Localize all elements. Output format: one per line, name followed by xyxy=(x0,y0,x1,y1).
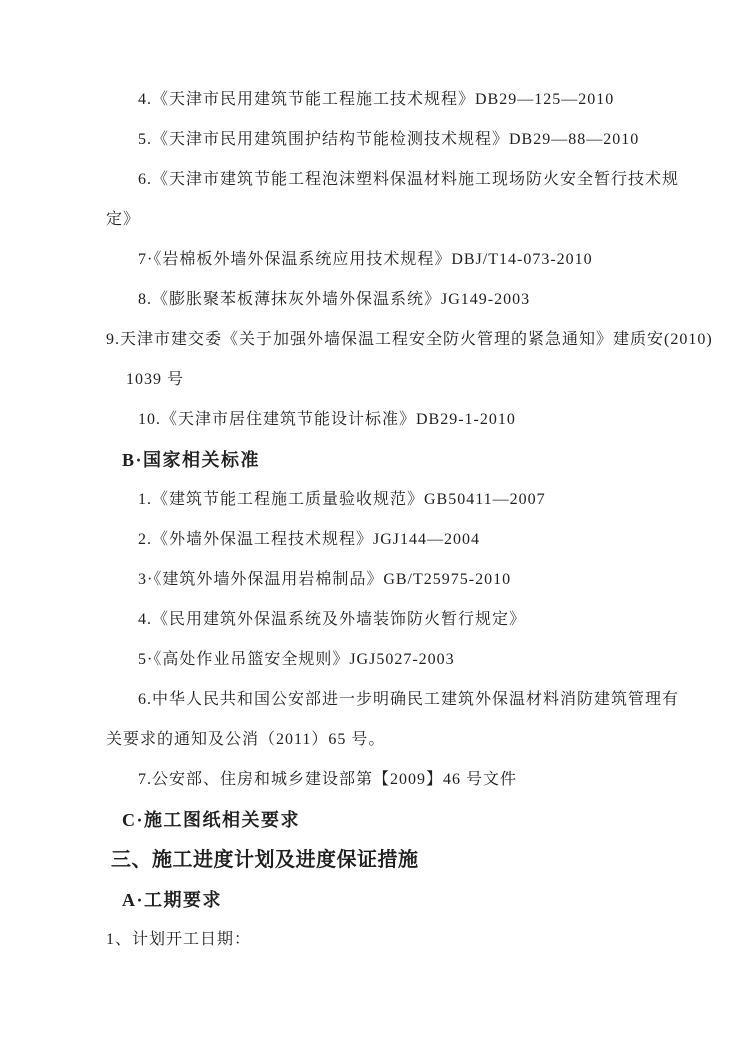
doc-line-tianjin-item-4: 4.《天津市民用建筑节能工程施工技术规程》DB29—125—2010 xyxy=(138,91,615,108)
section-heading-b-national-standards: B·国家相关标准 xyxy=(122,450,261,470)
doc-line-tianjin-item-5: 5.《天津市民用建筑围护结构节能检测技术规程》DB29—88—2010 xyxy=(138,131,640,148)
doc-line-tianjin-item-10: 10.《天津市居住建筑节能设计标准》DB29-1-2010 xyxy=(138,411,516,428)
doc-line-national-item-4: 4.《民用建筑外保温系统及外墙装饰防火暂行规定》 xyxy=(138,611,527,628)
section-heading-a-duration-requirements: A·工期要求 xyxy=(122,890,223,910)
doc-line-national-item-3: 3·《建筑外墙外保温用岩棉制品》GB/T25975-2010 xyxy=(138,571,512,588)
doc-line-tianjin-item-8: 8.《膨胀聚苯板薄抹灰外墙外保温系统》JG149-2003 xyxy=(138,291,531,308)
doc-line-national-item-6-cont: 关要求的通知及公消（2011）65 号。 xyxy=(106,731,386,748)
doc-line-tianjin-item-9: 9.天津市建交委《关于加强外墙保温工程安全防火管理的紧急通知》建质安(2010) xyxy=(106,331,713,348)
doc-line-planned-start-date: 1、计划开工日期： xyxy=(106,931,252,948)
doc-line-tianjin-item-7: 7·《岩棉板外墙外保温系统应用技术规程》DBJ/T14-073-2010 xyxy=(138,251,593,268)
doc-line-national-item-6: 6.中华人民共和国公安部进一步明确民工建筑外保温材料消防建筑管理有 xyxy=(138,691,680,708)
doc-line-national-item-5: 5·《高处作业吊篮安全规则》JGJ5027-2003 xyxy=(138,651,455,668)
doc-line-national-item-1: 1.《建筑节能工程施工质量验收规范》GB50411—2007 xyxy=(138,491,546,508)
doc-line-national-item-7: 7.公安部、住房和城乡建设部第【2009】46 号文件 xyxy=(138,771,518,788)
section-heading-c-drawing-requirements: C·施工图纸相关要求 xyxy=(122,810,301,830)
doc-line-national-item-2: 2.《外墙外保温工程技术规程》JGJ144—2004 xyxy=(138,531,481,548)
doc-line-tianjin-item-9-cont: 1039 号 xyxy=(126,371,185,388)
doc-line-tianjin-item-6: 6.《天津市建筑节能工程泡沫塑料保温材料施工现场防火安全暂行技术规 xyxy=(138,171,680,188)
doc-line-tianjin-item-6-cont: 定》 xyxy=(106,211,141,228)
chapter-heading-3-schedule-plan: 三、施工进度计划及进度保证措施 xyxy=(111,849,419,871)
